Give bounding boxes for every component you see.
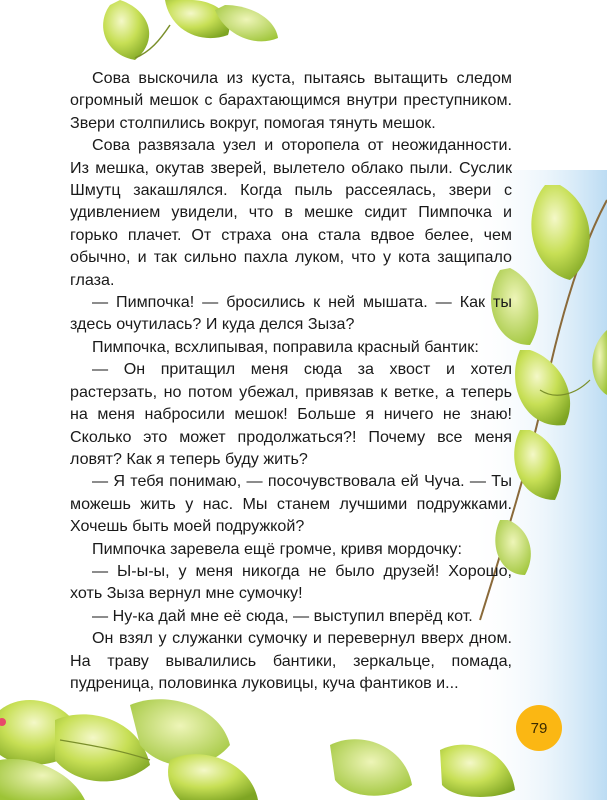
paragraph: Он взял у служанки сумочку и перевернул вверх дном. На траву вывалились бантики, зеркальце, помада, пудреница, половинка луковицы, куча фантиков и... [70,629,512,692]
page-number: 79 [516,705,562,751]
paragraph: Сова развязала узел и оторопела от неожиданности. Из мешка, окутав зверей, вылетело облако пыли. Суслик Шмутц закашлялся. Когда пыль рассеялась, звери с удивлением увидели, что в мешке сидит Пимпочка и горько плачет. От страха она стала вдвое белее, чем обычно, и так сильно пахла луком, что у кота защипало глаза. [70,136,512,289]
paragraph: — Ну-ка дай мне её сюда, — выступил вперёд кот. [92,606,473,625]
paragraph: — Я тебя понимаю, — посочувствовала ей Чуча. — Ты можешь жить у нас. Мы станем лучшими подружками. Хочешь быть моей подружкой? [70,472,512,536]
top-leaves [103,0,278,60]
bottom-leaves [0,699,515,800]
story-text [70,67,512,694]
paragraph: — Он притащил меня сюда за хвост и хотел растерзать, но потом убежал, привязав к ветке, а теперь на меня набросили мешок! Больше я ничего не знаю! Сколько это может продолжаться?! Почему все меня ловят? Как я теперь буду жить? [70,360,512,468]
paragraph: Сова выскочила из куста, пытаясь вытащить следом огромный мешок с барахтающимся внутри преступником. Звери столпились вокруг, помогая тянуть мешок. [70,69,512,132]
paragraph: — Ы-ы-ы, у меня никогда не было друзей! Хорошо, хоть Зыза вернул мне сумочку! [70,561,512,603]
paragraph: — Пимпочка! — бросились к ней мышата. — Как ты здесь очутилась? И куда делся Зыза? [70,293,512,334]
paragraph: Пимпочка заревела ещё громче, кривя мордочку: [92,539,462,558]
paragraph: Пимпочка, всхлипывая, поправила красный бантик: [92,337,479,356]
